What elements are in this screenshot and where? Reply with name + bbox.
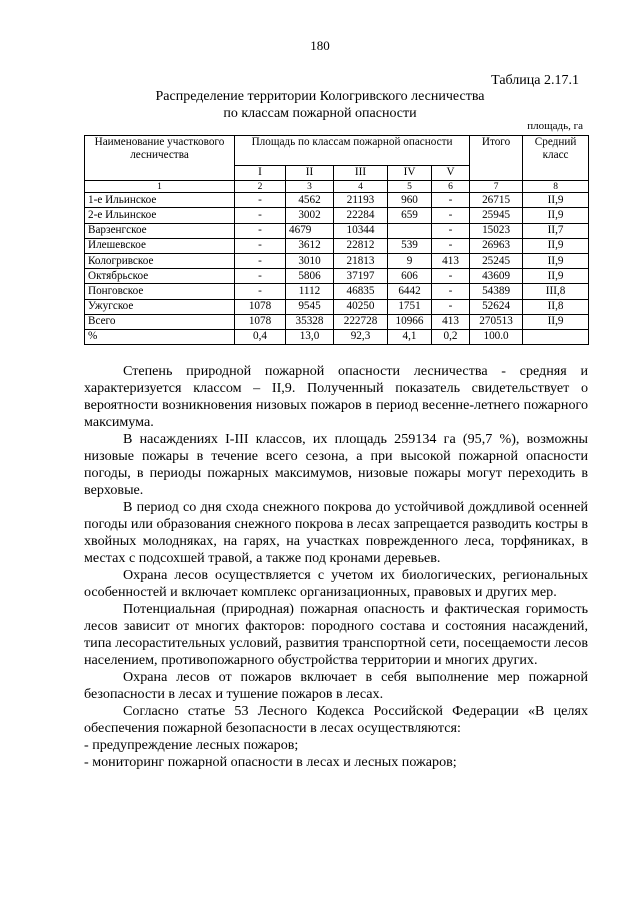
- value-cell: 10344: [334, 223, 388, 238]
- table-row: [85, 299, 589, 314]
- value-cell: 100.0: [470, 329, 523, 344]
- value-cell: 35328: [286, 314, 334, 329]
- paragraph: Охрана лесов осуществляется с учетом их биологических, региональных особенностей и включает комплекс организационных, правовых и других мер.: [84, 567, 588, 600]
- value-cell: 4679: [286, 223, 334, 238]
- value-cell: III,8: [523, 284, 589, 299]
- value-cell: 9545: [286, 299, 334, 314]
- value-cell: 21193: [334, 193, 388, 208]
- value-cell: 1751: [388, 299, 432, 314]
- value-cell: 43609: [470, 269, 523, 284]
- index-cell: 2: [235, 181, 286, 193]
- value-cell: 21813: [334, 253, 388, 268]
- value-cell: 413: [432, 314, 470, 329]
- value-cell: 46835: [334, 284, 388, 299]
- value-cell: 22284: [334, 208, 388, 223]
- value-cell: -: [432, 193, 470, 208]
- table-row: [85, 329, 589, 344]
- paragraph: Потенциальная (природная) пожарная опасность и фактическая горимость лесов зависит от многих факторов: породного состава и состояния насаждений, типа лесорастительных условий, развития транспортной сети, посещаемости лесов населением, противопожарного обустройства территории и многих других.: [84, 601, 588, 668]
- body-text: [84, 363, 588, 771]
- value-cell: -: [432, 284, 470, 299]
- bullet-item: - мониторинг пожарной опасности в лесах и лесных пожаров;: [84, 754, 457, 770]
- value-cell: 13,0: [286, 329, 334, 344]
- units-label: площадь, га: [527, 120, 583, 132]
- value-cell: 25945: [470, 208, 523, 223]
- index-cell: 8: [523, 181, 589, 193]
- value-cell: 6442: [388, 284, 432, 299]
- value-cell: [388, 223, 432, 238]
- forestry-name-cell: Илешевское: [85, 238, 235, 253]
- value-cell: -: [235, 193, 286, 208]
- index-cell: 5: [388, 181, 432, 193]
- forestry-name-cell: Кологривское: [85, 253, 235, 268]
- index-cell: 6: [432, 181, 470, 193]
- forestry-name-cell: Всего: [85, 314, 235, 329]
- table-row: [85, 284, 589, 299]
- table-row: [85, 314, 589, 329]
- forestry-name-cell: Ужугское: [85, 299, 235, 314]
- table-title-line-2: по классам пожарной опасности: [223, 106, 417, 121]
- value-cell: 10966: [388, 314, 432, 329]
- class-header: V: [432, 166, 470, 181]
- header-total: Итого: [470, 136, 523, 181]
- fire-class-table: [84, 135, 589, 345]
- value-cell: 52624: [470, 299, 523, 314]
- forestry-name-cell: Октябрьское: [85, 269, 235, 284]
- header-avg: Средний класс: [523, 136, 589, 181]
- value-cell: 539: [388, 238, 432, 253]
- bullet-item: - предупреждение лесных пожаров;: [84, 737, 299, 753]
- paragraph: В период со дня схода снежного покрова до устойчивой дождливой осенней погоды или образования снежного покрова в лесах запрещается разводить костры в хвойных молодняках, на гарях, на участках поврежденного леса, торфяниках, в местах с подсохшей травой, а также под кронами деревьев.: [84, 499, 588, 566]
- value-cell: 606: [388, 269, 432, 284]
- value-cell: 3010: [286, 253, 334, 268]
- value-cell: -: [235, 269, 286, 284]
- value-cell: II,9: [523, 208, 589, 223]
- value-cell: -: [235, 238, 286, 253]
- table-row: [85, 223, 589, 238]
- forestry-name-cell: Понговское: [85, 284, 235, 299]
- index-cell: 4: [334, 181, 388, 193]
- value-cell: 270513: [470, 314, 523, 329]
- value-cell: 15023: [470, 223, 523, 238]
- value-cell: -: [432, 299, 470, 314]
- value-cell: 0,2: [432, 329, 470, 344]
- value-cell: 92,3: [334, 329, 388, 344]
- value-cell: [523, 329, 589, 344]
- paragraph: Охрана лесов от пожаров включает в себя выполнение мер пожарной безопасности в лесах и тушение пожаров в лесах.: [84, 669, 588, 702]
- paragraph: Согласно статье 53 Лесного Кодекса Российской Федерации «В целях обеспечения пожарной безопасности в лесах осуществляются:: [84, 703, 588, 736]
- table-row: [85, 238, 589, 253]
- forestry-name-cell: 1-е Ильинское: [85, 193, 235, 208]
- value-cell: 25245: [470, 253, 523, 268]
- value-cell: -: [432, 238, 470, 253]
- value-cell: II,9: [523, 253, 589, 268]
- value-cell: -: [235, 208, 286, 223]
- class-header: I: [235, 166, 286, 181]
- forestry-name-cell: 2-е Ильинское: [85, 208, 235, 223]
- value-cell: 413: [432, 253, 470, 268]
- value-cell: 22812: [334, 238, 388, 253]
- forestry-name-cell: %: [85, 329, 235, 344]
- header-area: Площадь по классам пожарной опасности: [235, 136, 470, 166]
- table-row: [85, 208, 589, 223]
- value-cell: II,9: [523, 269, 589, 284]
- value-cell: -: [432, 269, 470, 284]
- value-cell: 9: [388, 253, 432, 268]
- value-cell: II,9: [523, 314, 589, 329]
- class-header: III: [334, 166, 388, 181]
- table-row: [85, 193, 589, 208]
- value-cell: 659: [388, 208, 432, 223]
- value-cell: 26715: [470, 193, 523, 208]
- value-cell: 5806: [286, 269, 334, 284]
- value-cell: 3002: [286, 208, 334, 223]
- table-row: [85, 269, 589, 284]
- value-cell: 1078: [235, 299, 286, 314]
- index-cell: 3: [286, 181, 334, 193]
- value-cell: -: [235, 284, 286, 299]
- class-header: II: [286, 166, 334, 181]
- value-cell: II,9: [523, 193, 589, 208]
- class-header: IV: [388, 166, 432, 181]
- paragraph: Степень природной пожарной опасности лесничества - средняя и характеризуется классом – II,9. Полученный показатель свидетельствует о вероятности возникновения низовых пожаров в период весенне-летнего пожарного максимума.: [84, 363, 588, 430]
- value-cell: -: [235, 223, 286, 238]
- value-cell: 4,1: [388, 329, 432, 344]
- value-cell: 37197: [334, 269, 388, 284]
- forestry-name-cell: Варзенгское: [85, 223, 235, 238]
- paragraph: В насаждениях I-III классов, их площадь 259134 га (95,7 %), возможны низовые пожары в течение всего сезона, а при высокой пожарной опасности погоды, в периоды пожарных максимумов, низовые пожары могут переходить в верховые.: [84, 431, 588, 498]
- value-cell: 26963: [470, 238, 523, 253]
- value-cell: -: [432, 223, 470, 238]
- index-cell: 1: [85, 181, 235, 193]
- page-number: 180: [310, 38, 330, 53]
- value-cell: II,9: [523, 238, 589, 253]
- value-cell: -: [432, 208, 470, 223]
- header-name: Наименование участкового лесничества: [85, 136, 235, 181]
- value-cell: 3612: [286, 238, 334, 253]
- value-cell: 960: [388, 193, 432, 208]
- value-cell: 222728: [334, 314, 388, 329]
- value-cell: -: [235, 253, 286, 268]
- table-label: Таблица 2.17.1: [491, 73, 579, 88]
- value-cell: 0,4: [235, 329, 286, 344]
- index-cell: 7: [470, 181, 523, 193]
- value-cell: 4562: [286, 193, 334, 208]
- value-cell: 1112: [286, 284, 334, 299]
- value-cell: 40250: [334, 299, 388, 314]
- table-row: [85, 253, 589, 268]
- value-cell: II,7: [523, 223, 589, 238]
- value-cell: 54389: [470, 284, 523, 299]
- value-cell: II,8: [523, 299, 589, 314]
- column-index-row: [85, 181, 589, 193]
- value-cell: 1078: [235, 314, 286, 329]
- table-title-line-1: Распределение территории Кологривского лесничества: [155, 89, 485, 104]
